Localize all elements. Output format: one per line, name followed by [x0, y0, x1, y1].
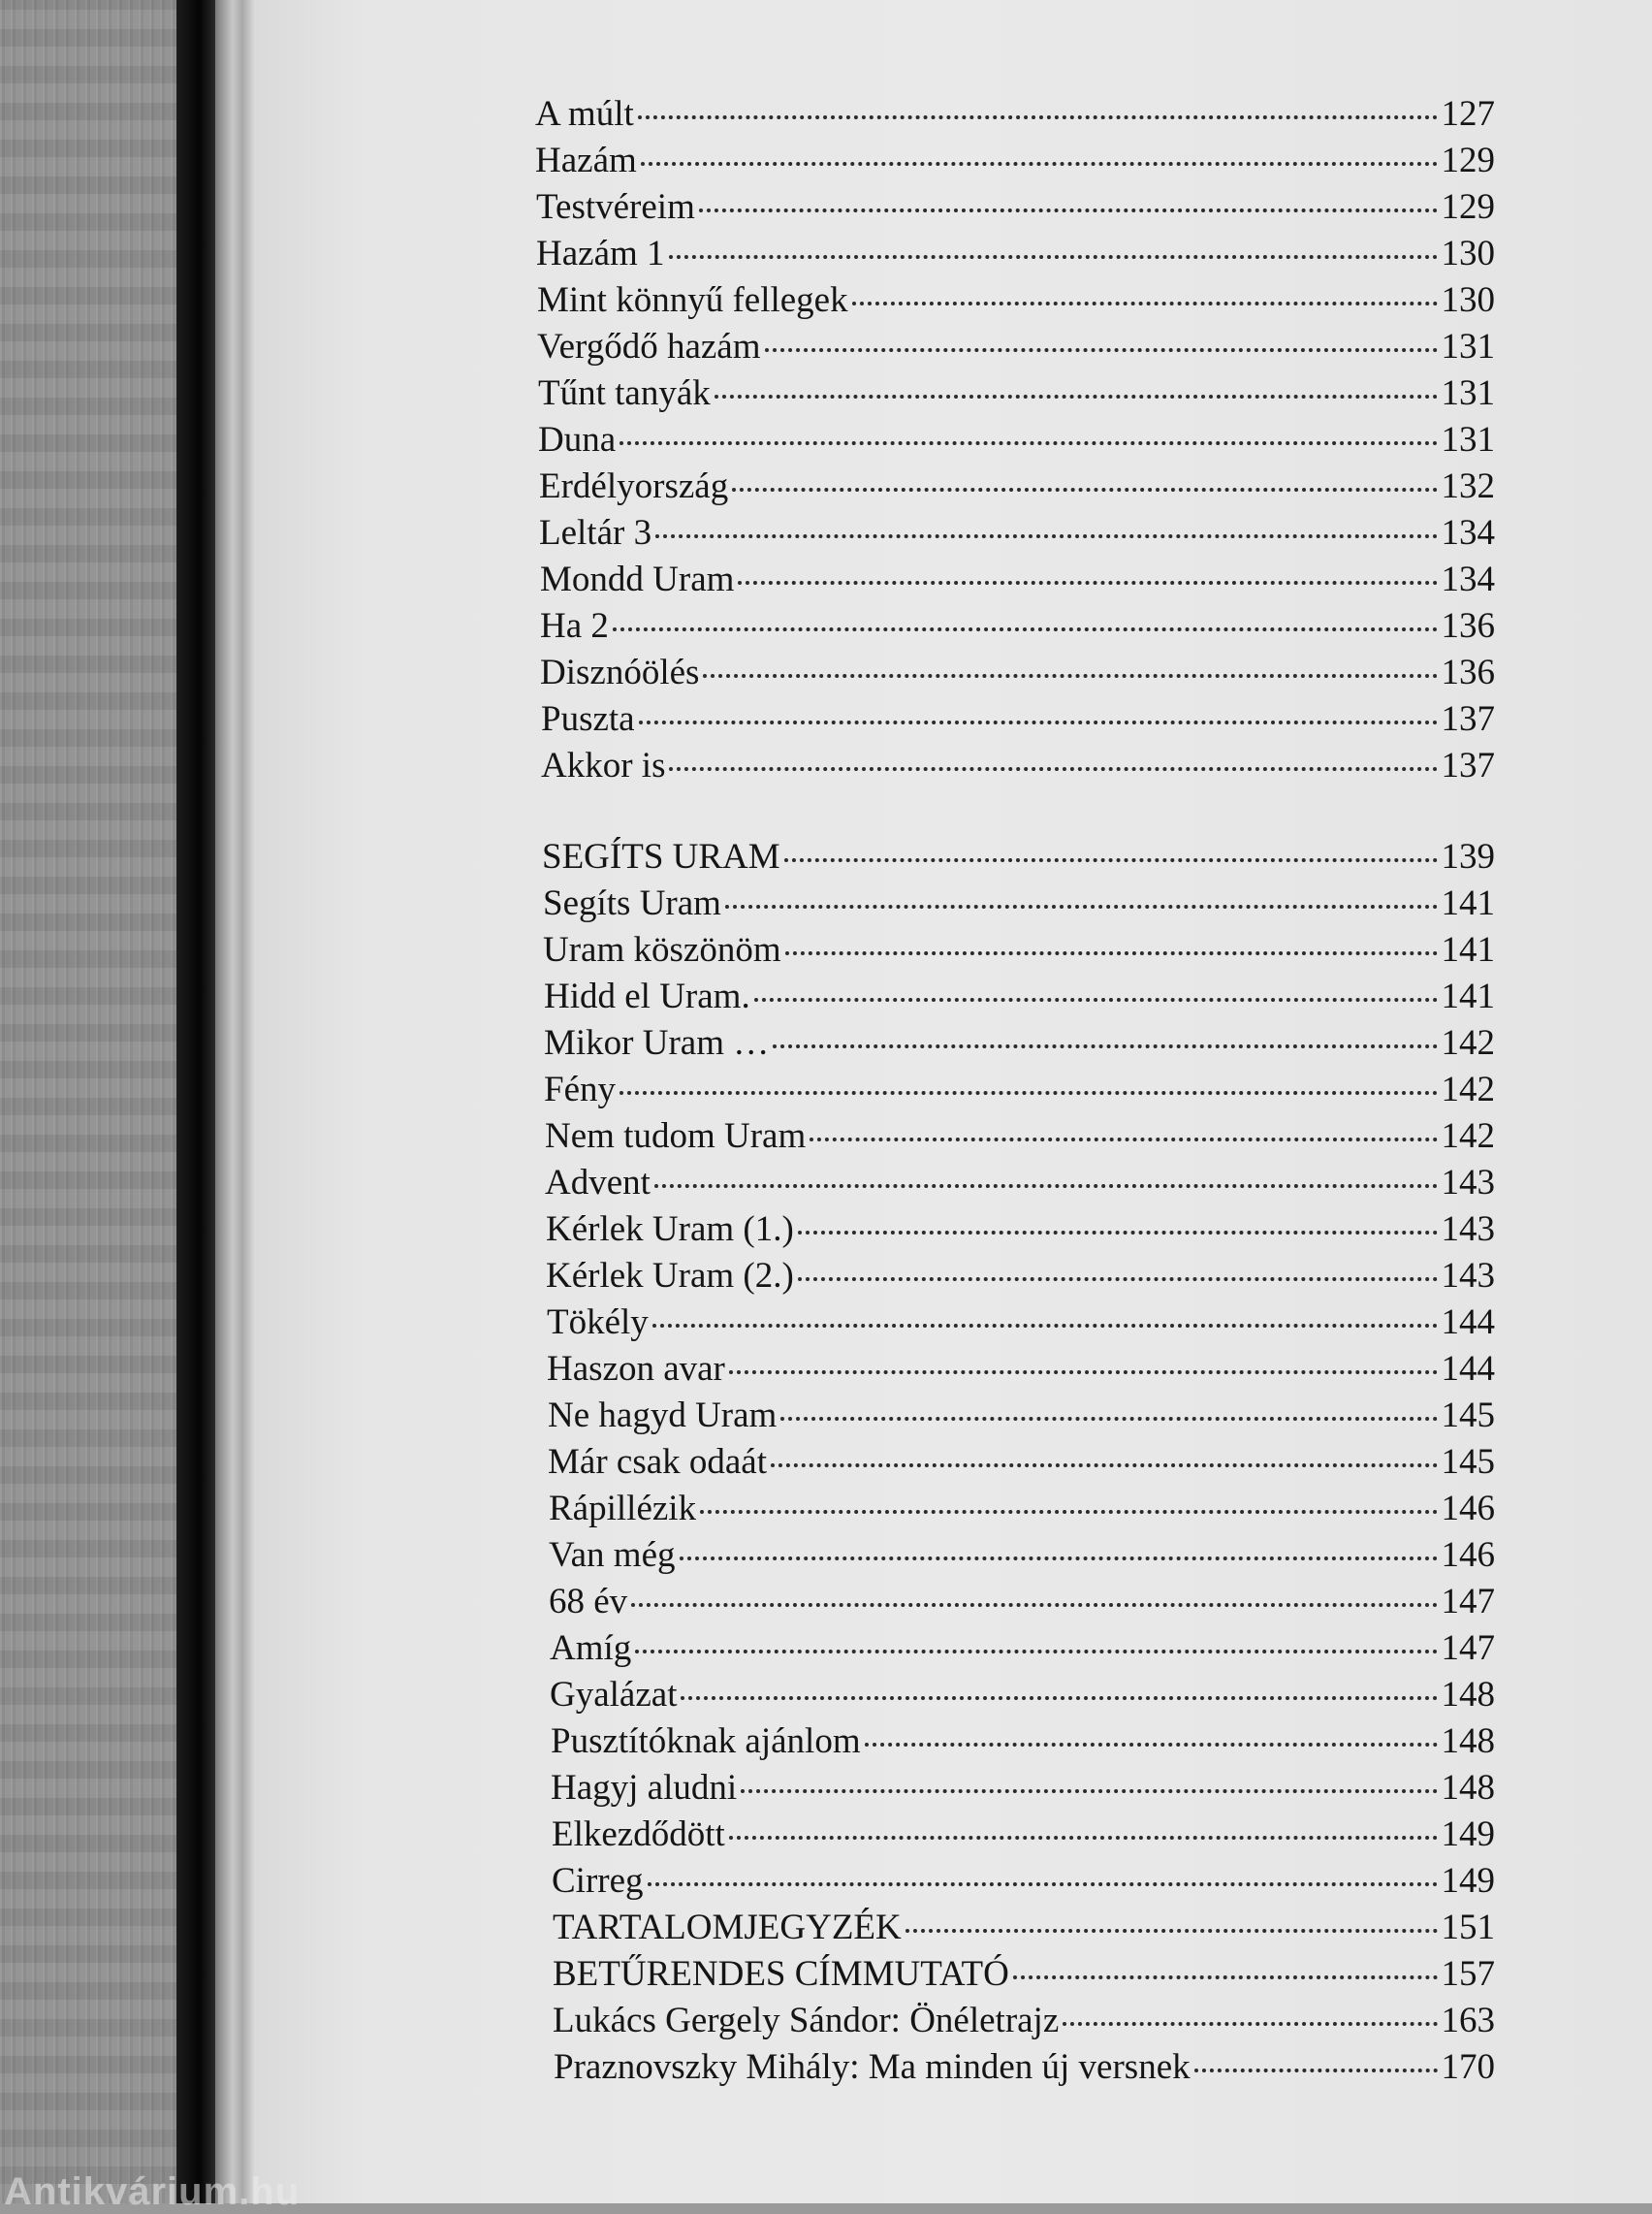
- toc-dot-leader: [732, 488, 1437, 492]
- toc-dot-leader: [715, 395, 1438, 399]
- toc-entry-title: Kérlek Uram (2.): [546, 1256, 794, 1296]
- toc-entry-title: Uram köszönöm: [543, 930, 781, 970]
- toc-dot-leader: [754, 998, 1438, 1002]
- page-edge: [215, 0, 254, 2203]
- toc-entry-page-number: 142: [1441, 1116, 1495, 1156]
- toc-dot-leader: [765, 348, 1438, 352]
- toc-dot-leader: [905, 1929, 1438, 1933]
- toc-dot-leader: [669, 767, 1437, 771]
- toc-dot-leader: [655, 534, 1437, 538]
- toc-entry: [535, 91, 1495, 138]
- toc-dot-leader: [865, 1743, 1438, 1747]
- toc-entry-title: Már csak odaát: [548, 1442, 768, 1482]
- toc-entry-page-number: 141: [1441, 977, 1495, 1016]
- toc-entry-title: Kérlek Uram (1.): [546, 1209, 794, 1249]
- toc-entry-title: Praznovszky Mihály: Ma minden új versnek: [554, 2047, 1191, 2087]
- toc-entry-title: Erdélyország: [539, 466, 729, 506]
- toc-entry-page-number: 163: [1441, 2001, 1495, 2040]
- toc-entry-page-number: 134: [1441, 560, 1495, 599]
- toc-entry: [553, 1998, 1495, 2044]
- toc-entry-title: Hidd el Uram.: [544, 977, 750, 1016]
- toc-dot-leader: [780, 1417, 1437, 1421]
- toc-entry-page-number: 129: [1441, 187, 1495, 227]
- toc-entry-page-number: 137: [1441, 746, 1495, 786]
- toc-entry: [550, 1625, 1495, 1672]
- toc-entry-page-number: 131: [1441, 327, 1495, 367]
- toc-entry: [551, 1718, 1495, 1765]
- toc-entry-page-number: 149: [1441, 1861, 1495, 1901]
- toc-entry-title: Puszta: [541, 699, 635, 739]
- toc-dot-leader: [729, 1370, 1438, 1374]
- toc-entry-page-number: 131: [1441, 373, 1495, 413]
- toc-entry: [551, 1765, 1495, 1812]
- toc-entry-title: Mikor Uram …: [544, 1023, 770, 1063]
- toc-entry-title: Hazám: [535, 141, 637, 180]
- toc-entry-title: Ne hagyd Uram: [548, 1396, 778, 1435]
- toc-entry-title: Advent: [545, 1163, 651, 1203]
- toc-entry-page-number: 137: [1441, 699, 1495, 739]
- toc-entry-title: Ha 2: [540, 606, 609, 646]
- toc-entry: [541, 696, 1495, 743]
- toc-entry: [549, 1486, 1495, 1532]
- toc-entry-page-number: 131: [1441, 420, 1495, 460]
- toc-dot-leader: [1194, 2069, 1438, 2072]
- background-texture: [0, 0, 184, 2203]
- toc-entry: [535, 138, 1495, 184]
- toc-dot-leader: [613, 627, 1438, 631]
- toc-entry: [546, 1253, 1495, 1300]
- toc-entry-page-number: 146: [1441, 1535, 1495, 1575]
- toc-entry-title: BETŰRENDES CÍMMUTATÓ: [553, 1954, 1009, 1994]
- toc-dot-leader: [729, 1836, 1438, 1840]
- toc-entry: [538, 417, 1495, 464]
- toc-dot-leader: [648, 1882, 1438, 1886]
- toc-entry-title: A múlt: [535, 94, 634, 134]
- toc-entry-page-number: 148: [1441, 1768, 1495, 1808]
- toc-entry: [543, 881, 1495, 927]
- toc-dot-leader: [620, 441, 1437, 445]
- toc-dot-leader: [738, 581, 1437, 585]
- toc-entry-title: Haszon avar: [547, 1349, 725, 1389]
- toc-entry-page-number: 151: [1441, 1908, 1495, 1947]
- toc-entry-page-number: 134: [1441, 513, 1495, 553]
- toc-entry-title: Elkezdődött: [552, 1814, 725, 1854]
- toc-dot-leader: [771, 1463, 1437, 1467]
- toc-entry-title: Lukács Gergely Sándor: Önéletrajz: [553, 2001, 1060, 2040]
- toc-entry-title: Nem tudom Uram: [545, 1116, 807, 1156]
- toc-entry-page-number: 145: [1441, 1396, 1495, 1435]
- toc-dot-leader: [699, 209, 1438, 212]
- toc-dot-leader: [620, 1091, 1438, 1095]
- toc-entry-page-number: 143: [1441, 1163, 1495, 1203]
- toc-entry-page-number: 170: [1441, 2047, 1495, 2087]
- toc-dot-leader: [725, 905, 1438, 909]
- toc-entry: [553, 1905, 1495, 1951]
- toc-dot-leader: [798, 1231, 1438, 1235]
- toc-entry: [541, 743, 1495, 789]
- toc-dot-leader: [785, 951, 1438, 955]
- toc-entry: [554, 2044, 1495, 2091]
- toc-dot-leader: [703, 674, 1437, 678]
- toc-entry-title: Leltár 3: [539, 513, 652, 553]
- toc-entry-title: Mint könnyű fellegek: [537, 280, 848, 320]
- toc-group-1: [535, 91, 1495, 789]
- toc-dot-leader: [1063, 2022, 1437, 2026]
- toc-entry-page-number: 157: [1441, 1954, 1495, 1994]
- toc-entry-page-number: 130: [1441, 280, 1495, 320]
- toc-entry-page-number: 139: [1441, 837, 1495, 877]
- toc-entry: [540, 603, 1495, 650]
- toc-dot-leader: [810, 1138, 1437, 1141]
- toc-entry-page-number: 143: [1441, 1256, 1495, 1296]
- toc-entry-title: Testvéreim: [536, 187, 695, 227]
- toc-entry: [540, 650, 1495, 696]
- toc-entry-title: Amíg: [550, 1628, 632, 1668]
- toc-entry: [548, 1393, 1495, 1439]
- toc-entry: [552, 1858, 1495, 1905]
- toc-entry-page-number: 147: [1441, 1582, 1495, 1621]
- toc-dot-leader: [784, 858, 1438, 862]
- toc-entry-page-number: 127: [1441, 94, 1495, 134]
- toc-entry-title: Disznóölés: [540, 653, 700, 692]
- toc-entry: [537, 324, 1495, 370]
- toc-entry-page-number: 145: [1441, 1442, 1495, 1482]
- toc-entry: [544, 1067, 1495, 1113]
- toc-entry-title: Van még: [549, 1535, 676, 1575]
- toc-dot-leader: [798, 1277, 1438, 1281]
- toc-dot-leader: [773, 1044, 1437, 1048]
- toc-entry-title: 68 év: [549, 1582, 628, 1621]
- toc-entry: [542, 834, 1495, 881]
- toc-entry-page-number: 148: [1441, 1721, 1495, 1761]
- toc-entry-page-number: 144: [1441, 1349, 1495, 1389]
- toc-entry-title: Hagyj aludni: [551, 1768, 738, 1808]
- toc-entry-title: Hazám 1: [536, 234, 665, 273]
- toc-entry: [537, 277, 1495, 324]
- toc-entry-page-number: 136: [1441, 606, 1495, 646]
- toc-entry: [553, 1951, 1495, 1998]
- toc-entry-page-number: 136: [1441, 653, 1495, 692]
- toc-dot-leader: [1013, 1975, 1438, 1979]
- toc-dot-leader: [681, 1696, 1437, 1700]
- toc-entry-title: Tűnt tanyák: [538, 373, 711, 413]
- toc-entry: [549, 1579, 1495, 1625]
- toc-entry-title: TARTALOMJEGYZÉK: [553, 1908, 902, 1947]
- toc-entry: [543, 927, 1495, 974]
- toc-dot-leader: [638, 115, 1438, 119]
- toc-entry-title: Tökély: [547, 1302, 649, 1342]
- toc-entry-title: Vergődő hazám: [537, 327, 761, 367]
- toc-entry: [548, 1439, 1495, 1486]
- toc-dot-leader: [741, 1789, 1437, 1793]
- toc-dot-leader: [635, 1650, 1437, 1653]
- toc-dot-leader: [639, 721, 1438, 724]
- toc-dot-leader: [641, 162, 1438, 166]
- toc-entry: [539, 510, 1495, 557]
- toc-entry-page-number: 142: [1441, 1023, 1495, 1063]
- toc-entry-page-number: 129: [1441, 141, 1495, 180]
- toc-entry: [544, 1020, 1495, 1067]
- toc-entry-page-number: 143: [1441, 1209, 1495, 1249]
- toc-entry-page-number: 147: [1441, 1628, 1495, 1668]
- watermark-text: Antikvárium.hu: [4, 2170, 301, 2213]
- toc-entry: [547, 1300, 1495, 1346]
- toc-entry-title: SEGÍTS URAM: [542, 837, 780, 877]
- toc-entry-page-number: 148: [1441, 1675, 1495, 1715]
- toc-entry-page-number: 141: [1441, 930, 1495, 970]
- toc-dot-leader: [654, 1184, 1438, 1188]
- toc-entry-title: Gyalázat: [550, 1675, 678, 1715]
- toc-dot-leader: [680, 1556, 1438, 1560]
- toc-entry-page-number: 132: [1441, 466, 1495, 506]
- toc-entry: [539, 464, 1495, 510]
- toc-entry-title: Akkor is: [541, 746, 666, 786]
- toc-entry: [546, 1206, 1495, 1253]
- toc-entry-title: Segíts Uram: [543, 883, 721, 923]
- toc-entry: [550, 1672, 1495, 1718]
- toc-entry-page-number: 130: [1441, 234, 1495, 273]
- toc-entry-title: Mondd Uram: [540, 560, 735, 599]
- toc-entry: [536, 231, 1495, 277]
- toc-entry-page-number: 142: [1441, 1070, 1495, 1109]
- toc-dot-leader: [700, 1510, 1437, 1514]
- toc-entry-page-number: 146: [1441, 1489, 1495, 1528]
- toc-entry-page-number: 141: [1441, 883, 1495, 923]
- toc-dot-leader: [669, 255, 1438, 259]
- toc-entry: [536, 184, 1495, 231]
- toc-entry-title: Cirreg: [552, 1861, 644, 1901]
- toc-dot-leader: [852, 302, 1438, 305]
- toc-entry: [544, 974, 1495, 1020]
- toc-entry: [549, 1532, 1495, 1579]
- table-of-contents: [535, 91, 1495, 2091]
- section-gap: [535, 789, 1495, 834]
- toc-entry: [545, 1113, 1495, 1160]
- toc-entry: [545, 1160, 1495, 1206]
- toc-entry-title: Duna: [538, 420, 617, 460]
- toc-entry: [540, 557, 1495, 603]
- toc-entry: [538, 370, 1495, 417]
- book-binding: [176, 0, 215, 2203]
- toc-entry: [552, 1812, 1495, 1858]
- toc-entry-title: Rápillézik: [549, 1489, 697, 1528]
- toc-dot-leader: [652, 1324, 1438, 1328]
- toc-group-2: [535, 834, 1495, 2091]
- toc-entry-page-number: 149: [1441, 1814, 1495, 1854]
- toc-entry-title: Fény: [544, 1070, 616, 1109]
- toc-entry: [547, 1346, 1495, 1393]
- toc-entry-title: Pusztítóknak ajánlom: [551, 1721, 861, 1761]
- toc-dot-leader: [631, 1603, 1437, 1607]
- toc-entry-page-number: 144: [1441, 1302, 1495, 1342]
